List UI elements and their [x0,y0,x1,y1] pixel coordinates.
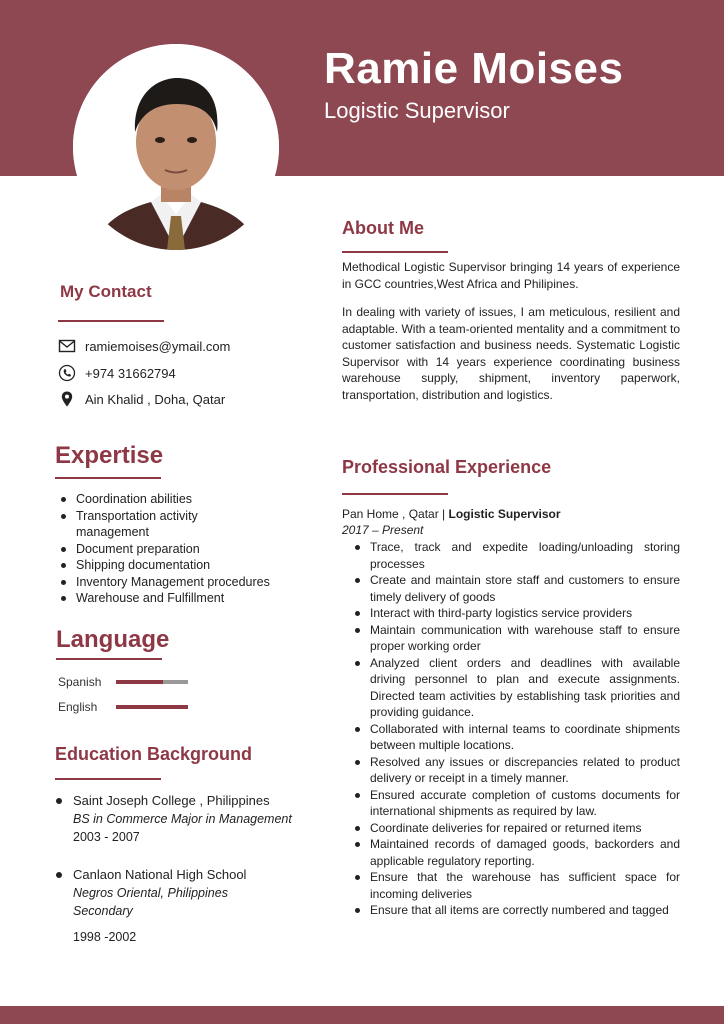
list-item: Ensure that the warehouse has sufficient space for incoming deliveries [350,869,680,902]
contact-address [58,390,225,408]
employer-name: Pan Home , Qatar | [342,507,449,521]
job-title: Logistic Supervisor [324,98,510,123]
contact-email [58,337,230,355]
about-rule [342,251,448,253]
list-item: Maintain communication with warehouse staff to ensure proper working order [350,622,680,655]
school-name: Saint Joseph College , Philippines [73,793,270,808]
list-item: Coordinate deliveries for repaired or returned items [350,820,680,837]
list-item: Inventory Management procedures [56,574,306,591]
list-item: Maintained records of damaged goods, backorders and applicable regulatory reporting. [350,836,680,869]
language-level-bar [116,705,188,709]
language-heading: Language [56,626,170,653]
education-item [56,792,292,846]
school-location: Negros Oriental, Philippines [73,886,228,900]
about-paragraph-2: In dealing with variety of issues, I am meticulous, resilient and adaptable. With a team-oriented mentality and a commitment to customer satisfaction and business needs. Systematic Logistic Supervisor with 14 years experience coordinating business warehouse supply, shipment, inventory paperwork, transportation, distribution and logistics. [342,305,680,402]
experience-employer-line [342,506,561,523]
phone-text: +974 31662794 [85,365,176,381]
years-text: 2003 - 2007 [73,830,140,844]
language-rule [56,658,162,660]
list-item: Create and maintain store staff and customers to ensure timely delivery of goods [350,572,680,605]
language-name: English [58,700,98,714]
contact-phone [58,364,176,382]
list-item: Resolved any issues or discrepancies related to product delivery or receipt in a timely manner. [350,754,680,787]
about-heading: About Me [342,218,424,238]
list-item: Collaborated with internal teams to coordinate shipments between multiple locations. [350,721,680,754]
list-item: Document preparation [56,541,306,558]
list-item: Ensure that all items are correctly numbered and tagged [350,902,680,919]
email-text: ramiemoises@ymail.com [85,338,231,354]
list-item: Analyzed client orders and deadlines with available driving personnel to plan and execute assignments. Directed team activities by establishing task priorities and providing guidance. [350,655,680,721]
language-name: Spanish [58,675,102,689]
expertise-list [56,491,306,607]
position-title: Logistic Supervisor [448,507,561,521]
list-item: Transportation activity management [56,508,221,541]
experience-heading: Professional Experience [342,457,552,477]
list-item: Warehouse and Fulfillment [56,590,306,607]
contact-rule [58,320,164,322]
list-item: Ensured accurate completion of customs documents for international shipments as required by law. [350,787,680,820]
list-item: Shipping documentation [56,557,306,574]
person-name: Ramie Moises [324,44,624,93]
years-text: 1998 -2002 [73,930,137,944]
language-level-bar [116,680,188,684]
profile-photo [73,44,279,250]
list-item: Trace, track and expedite loading/unloading storing processes [350,539,680,572]
experience-period: 2017 – Present [342,523,424,537]
list-item: Coordination abilities [56,491,306,508]
degree-text: BS in Commerce Major in Management [73,812,292,826]
location-pin-icon [58,390,76,408]
phone-icon [58,364,76,382]
mail-icon [58,337,76,355]
experience-list [350,539,680,919]
language-level-fill [116,680,163,684]
education-item [56,866,246,946]
expertise-heading: Expertise [55,442,164,469]
experience-rule [342,493,448,495]
education-heading: Education Background [55,744,253,764]
school-level: Secondary [73,904,133,918]
language-level-fill [116,705,188,709]
language-row-spanish [58,675,188,689]
address-text: Ain Khalid , Doha, Qatar [85,391,226,407]
language-row-english [58,700,188,714]
education-rule [55,778,161,780]
expertise-rule [55,477,161,479]
footer-band [0,1006,724,1024]
about-paragraph-1: Methodical Logistic Supervisor bringing 14 years of experience in GCC countries,West Africa and Philipines. [342,260,680,291]
list-item: Interact with third-party logistics service providers [350,605,680,622]
school-name: Canlaon National High School [73,867,247,882]
contact-heading: My Contact [60,282,152,301]
